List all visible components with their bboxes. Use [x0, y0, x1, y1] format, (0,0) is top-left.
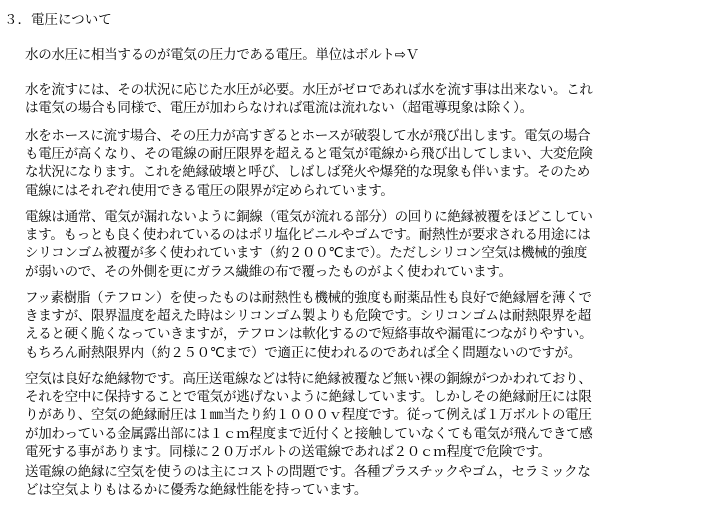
- text-line: 空気は良好な絶縁物です。高圧送電線などは特に絶縁被覆など無い裸の銅線がつかわれており、: [25, 371, 592, 387]
- text-line: ます。もっとも良く使われているのはポリ塩化ビニルやゴムです。耐熱性が要求される用途には: [25, 227, 591, 244]
- paragraph-water-pressure-analogy: [25, 81, 701, 117]
- paragraph-cost-note: [25, 463, 701, 499]
- text-line: 水をホースに流す場合、その圧力が高すぎるとホースが破裂して水が飛び出します。電気の場合: [25, 128, 591, 144]
- text-line: きますが、限界温度を超えた時はシリコンゴム製よりも危険です。シリコンゴムは耐熱限界を超: [25, 308, 591, 325]
- text-line: 水を流すには、その状況に応じた水圧が必要。水圧がゼロであれば水を流す事は出来ない。これ: [25, 82, 593, 98]
- paragraph-insulation-breakdown: [25, 127, 701, 200]
- text-line: は電気の場合も同様で、電圧が加わらなければ電流は流れない（超電導現象は除く）。: [25, 100, 533, 117]
- text-line: 電線にはそれぞれ使用できる電圧の限界が定められています。: [25, 182, 394, 199]
- section-heading: ３．電圧について: [4, 12, 112, 28]
- text-line: シリコンゴム被覆が多く使われています（約２００℃まで）。ただしシリコン空気は機械的強度: [25, 245, 587, 262]
- text-line: りがあり、空気の絶縁耐圧は１㎜当たり約１０００ｖ程度です。従って例えば１万ボルトの電圧: [25, 407, 592, 424]
- text-line: も電圧が高くなり、その電線の耐圧限界を超えると電気が電線から飛び出してしまい、大変危険: [25, 146, 593, 163]
- text-line: フッ素樹脂（テフロン）を使ったものは耐熱性も機械的強度も耐薬品性も良好で絶縁層を薄くで: [25, 290, 592, 306]
- text-line: それを空中に保持することで電気が逃げないように絶縁しています。しかしその絶縁耐圧には限: [25, 389, 592, 406]
- text-line: どは空気よりもはるかに優秀な絶縁性能を持っています。: [25, 482, 368, 499]
- text-line: な状況になります。これを絶縁破壊と呼び、しばしば発火や爆発的な現象も伴います。そのため: [25, 164, 590, 181]
- text-line: が加わっている金属露出部には１ｃｍ程度まで近付くと接触していなくても電気が飛んできて感: [25, 425, 593, 442]
- text-line: 電死する事があります。同様に２０万ボルトの送電線であれば２０ｃｍ程度で危険です。: [25, 443, 551, 460]
- paragraph-air-insulation: [25, 370, 701, 461]
- paragraph-voltage-definition: [25, 46, 701, 64]
- text-line: もちろん耐熱限界内（約２５０℃まで）で適正に使われるのであれば全く問題ないのですが。: [25, 344, 582, 361]
- text-line: が弱いので、その外側を更にガラス繊維の布で覆ったものがよく使われています。: [25, 263, 512, 280]
- text-line: 水の水圧に相当するのが電気の圧力である電圧。単位はボルト⇨Ｖ: [25, 47, 419, 63]
- text-line: えると硬く脆くなっていきますが，テフロンは軟化するので短絡事故や漏電につながりやすい。: [25, 326, 593, 343]
- text-line: 送電線の絶縁に空気を使うのは主にコストの問題です。各種プラスチックやゴム，セラミックな: [25, 464, 591, 480]
- text-line: 電線は通常、電気が漏れないように銅線（電気が流れる部分）の回りに絶縁被覆をほどこしてい: [25, 209, 593, 225]
- paragraph-wire-coating: [25, 208, 701, 281]
- paragraph-fluororesin: [25, 289, 701, 362]
